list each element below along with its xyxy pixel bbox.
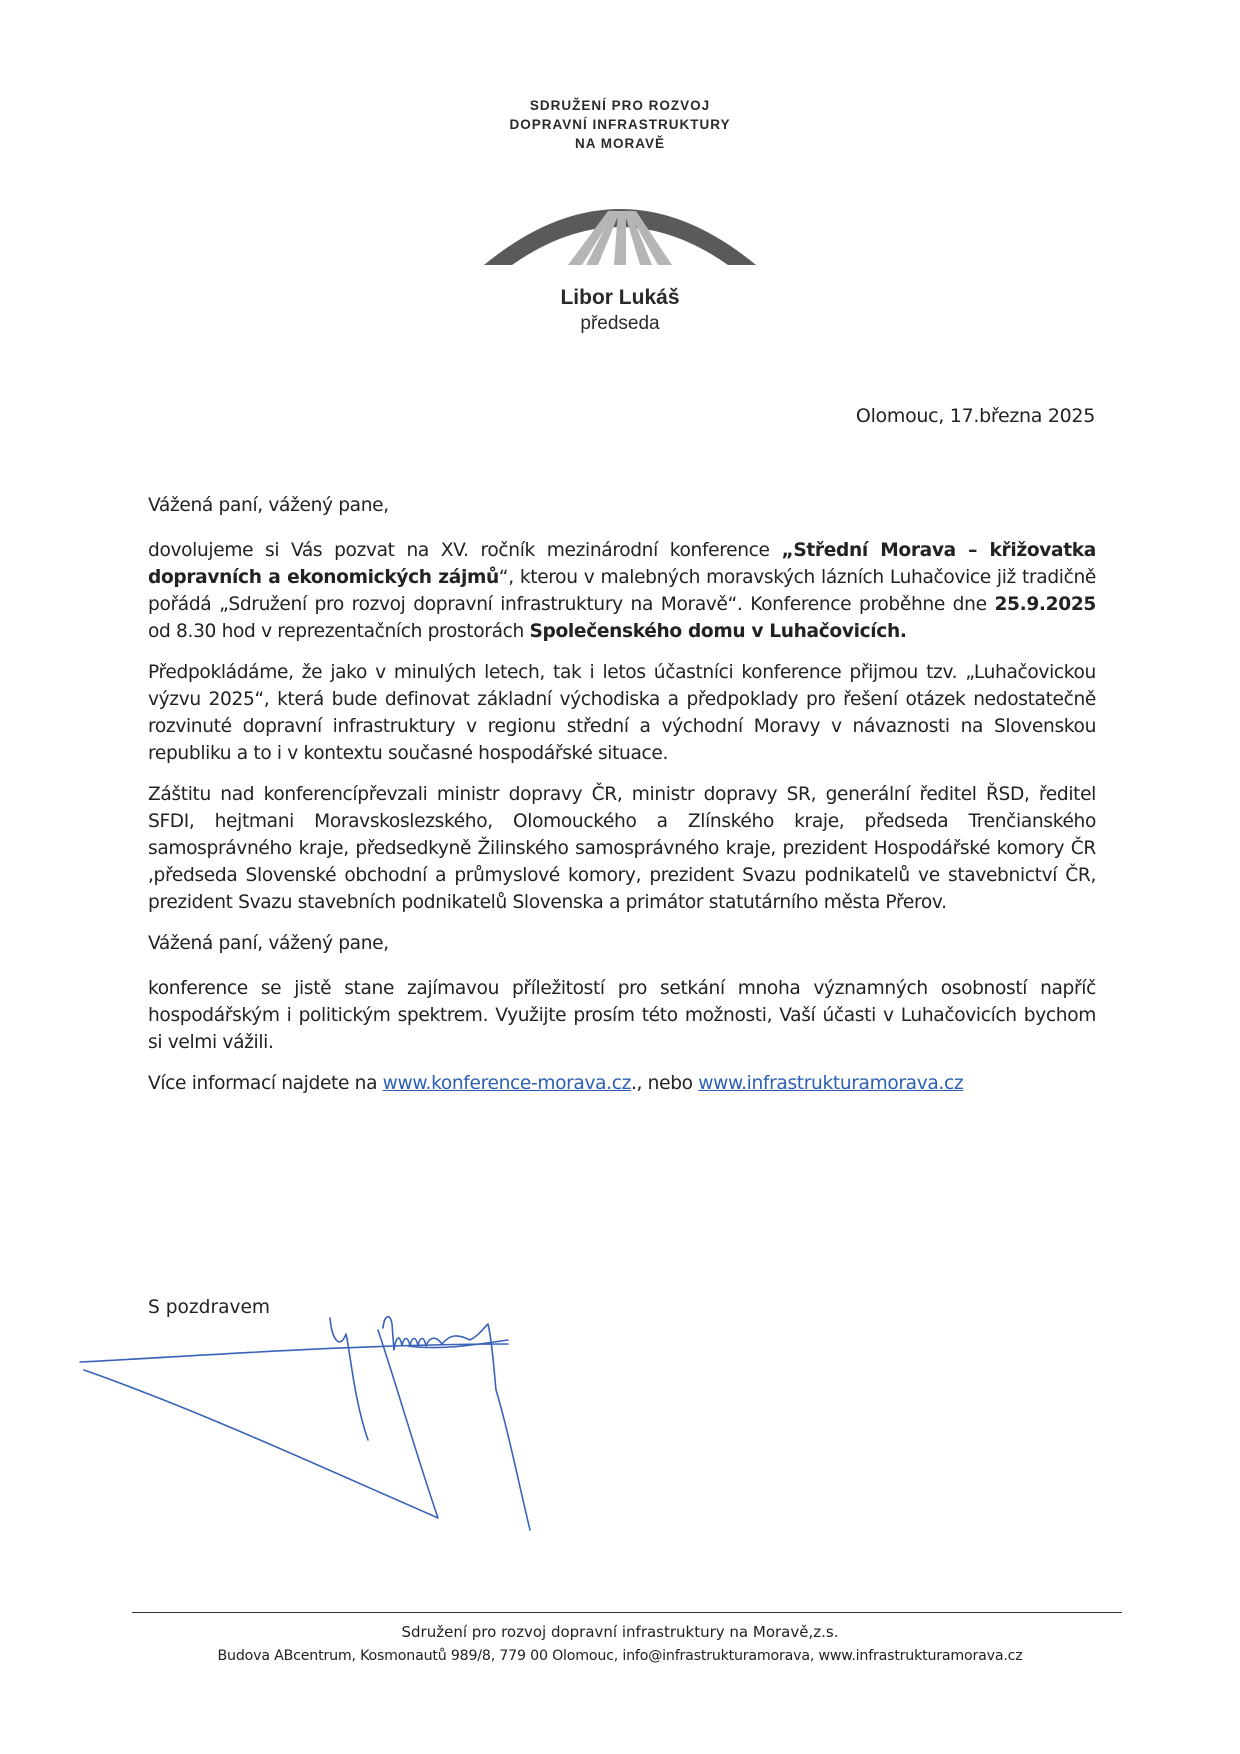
more-info-text: Více informací najdete na	[148, 1073, 383, 1094]
conference-name: „Střední Morava – křižovatka dopravních a ekonomických zájmů	[148, 540, 1096, 588]
conference-date: 25.9.2025	[994, 594, 1096, 615]
more-info-separator: ., nebo	[631, 1073, 699, 1094]
signature-stroke-2	[330, 1318, 368, 1440]
sender-role: předseda	[580, 313, 660, 334]
handwritten-signature	[78, 1310, 558, 1540]
road-arch-logo-icon	[480, 185, 760, 270]
letterhead	[460, 96, 780, 153]
conference-venue: Společenského domu v Luhačovicích.	[529, 621, 907, 642]
footer-org-name: Sdružení pro rozvoj dopravní infrastruktury na Moravě,z.s.	[401, 1623, 839, 1641]
paragraph-invitation	[148, 537, 1096, 645]
paragraph-invitation-text-c: od 8.30 hod v reprezentačních prostorách	[148, 621, 530, 642]
signature-stroke-4	[496, 1390, 530, 1530]
salutation-second: Vážená paní, vážený pane,	[148, 933, 389, 954]
sender-block	[520, 285, 720, 337]
closing-greeting: S pozdravem	[148, 1297, 271, 1318]
letter-body	[148, 492, 1096, 1111]
paragraph-challenge: Předpokládáme, že jako v minulých letech, tak i letos účastníci konference přijmou tzv. „Luhačovickou výzvu 2025“, která bude definovat základní východiska a předpoklady pro řešení otázek nedostatečně rozvinuté dopravní infrastruktury v regionu střední a východní Moravy v návaznosti na Slovenskou republiku a to i v kontextu současné hospodářské situace.	[148, 662, 1096, 764]
paragraph-invitation-text-b: “, kterou v malebných moravských lázních Luhačovice již tradičně pořádá „Sdružení pro rozvoj dopravní infrastruktury na Moravě“. Konference proběhne dne	[148, 567, 1096, 615]
footer	[100, 1620, 1140, 1668]
paragraph-invitation-text-a: dovolujeme si Vás pozvat na XV. ročník mezinárodní konference	[148, 540, 782, 561]
sender-name: Libor Lukáš	[560, 286, 680, 309]
conference-website-link[interactable]: www.konference-morava.cz	[382, 1073, 631, 1094]
salutation: Vážená paní, vážený pane,	[148, 495, 389, 516]
paragraph-more-info	[148, 1070, 1096, 1097]
letter-date: Olomouc, 17.března 2025	[855, 405, 1095, 427]
org-name-line-1: SDRUŽENÍ PRO ROZVOJ	[529, 98, 711, 113]
footer-divider	[132, 1612, 1122, 1613]
footer-address: Budova ABcentrum, Kosmonautů 989/8, 779 00 Olomouc, info@infrastrukturamorava, www.infrastrukturamorava.cz	[217, 1648, 1023, 1664]
org-name-line-2: DOPRAVNÍ INFRASTRUKTURY	[509, 117, 731, 132]
org-name-line-3: NA MORAVĚ	[575, 136, 665, 151]
signature-stroke-3	[383, 1317, 496, 1390]
paragraph-patronage: Záštitu nad konferencípřevzali ministr dopravy ČR, ministr dopravy SR, generální ředitel ŘSD, ředitel SFDI, hejtmani Moravskoslezského, Olomouckého a Zlínského kraje, předseda Trenčianského samosprávného kraje, předsedkyně Žilinského samosprávného kraje, prezident Hospodářské komory ČR ,předseda Slovenské obchodní a průmyslové komory, prezident Svazu podnikatelů ve stavebnictví ČR, prezident Svazu stavebních podnikatelů Slovenska a primátor statutárního města Přerov.	[148, 784, 1096, 913]
paragraph-opportunity: konference se jistě stane zajímavou příležitostí pro setkání mnoha významných osobností napříč hospodářským i politickým spektrem. Využijte prosím této možnosti, Vaší účasti v Luhačovicích bychom si velmi vážili.	[148, 978, 1096, 1053]
organization-website-link[interactable]: www.infrastrukturamorava.cz	[698, 1073, 964, 1094]
